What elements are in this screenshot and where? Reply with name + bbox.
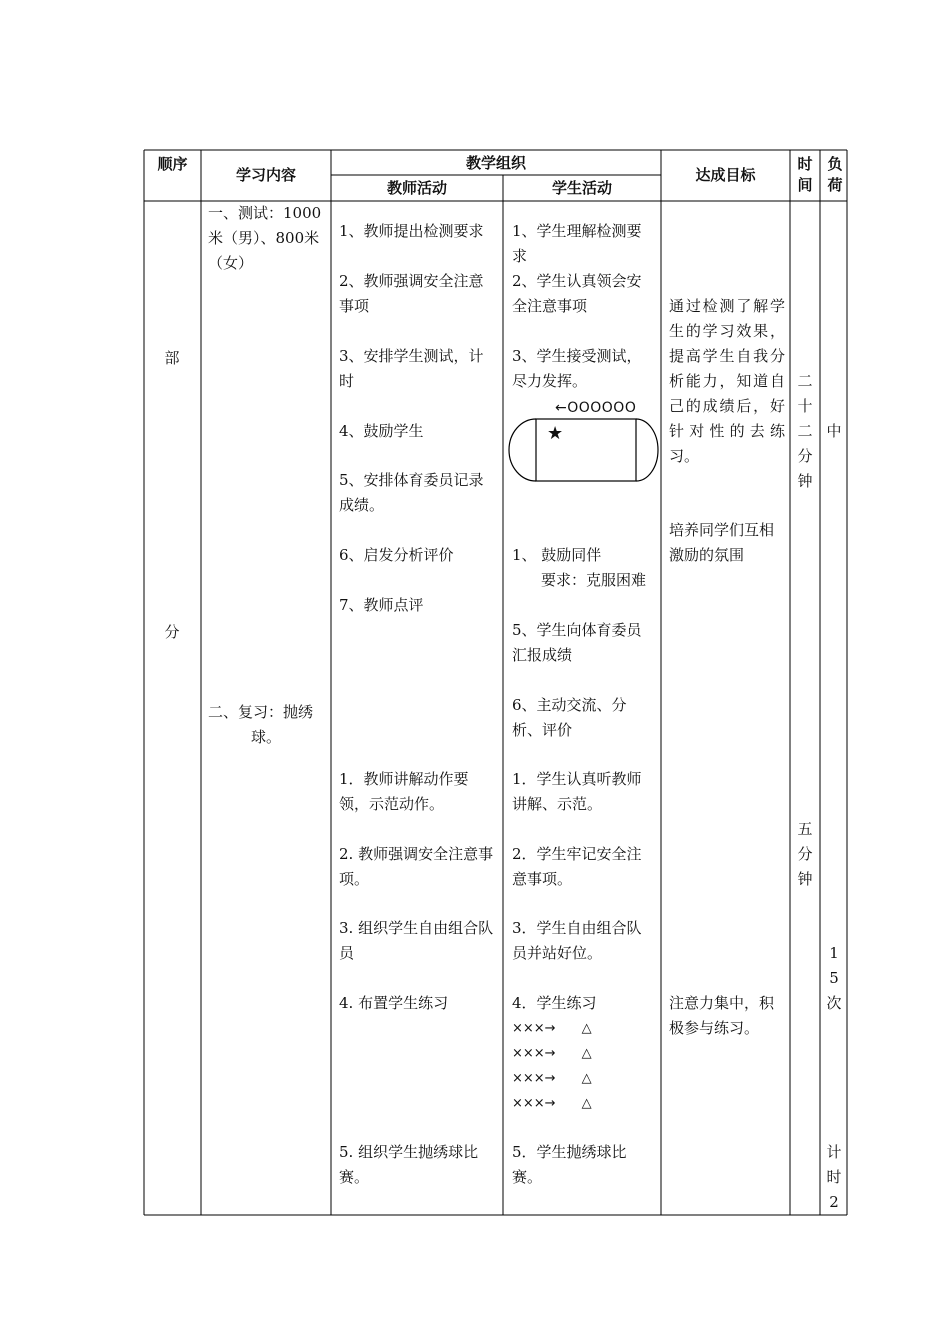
header-org: 教学组织 bbox=[465, 154, 526, 172]
student-step-2: 2、学生认真领会安全注意事项 bbox=[512, 272, 642, 315]
student-step-4a: 1、 鼓励同伴 bbox=[512, 546, 602, 564]
teacher-review-2: 2. 教师强调安全注意事项。 bbox=[339, 845, 494, 888]
teacher-review-5: 5. 组织学生抛绣球比赛。 bbox=[339, 1143, 479, 1186]
teacher-review-1: 1．教师讲解动作要领，示范动作。 bbox=[339, 770, 469, 813]
student-review-3: 3．学生自由组合队员并站好位。 bbox=[512, 919, 642, 962]
load-block-a: 中 bbox=[826, 422, 842, 440]
track-right-curve bbox=[636, 419, 658, 481]
teacher-step-5: 5、安排体育委员记录成绩。 bbox=[339, 471, 484, 514]
teacher-step-4: 4、鼓励学生 bbox=[339, 422, 424, 440]
part-label-bottom: 分 bbox=[164, 623, 180, 641]
header-time: 时间 bbox=[797, 155, 813, 194]
teacher-review-3: 3. 组织学生自由组合队员 bbox=[339, 919, 494, 962]
header-student: 学生活动 bbox=[551, 179, 612, 197]
goal-2: 培养同学们互相激励的氛围 bbox=[669, 521, 775, 564]
time-block-b: 五 分 钟 bbox=[797, 820, 813, 888]
teacher-step-7: 7、教师点评 bbox=[339, 596, 424, 614]
teacher-review-4: 4. 布置学生练习 bbox=[339, 994, 449, 1012]
student-step-5: 5、学生向体育委员汇报成绩 bbox=[512, 621, 642, 664]
teacher-step-2: 2、教师强调安全注意事项 bbox=[339, 272, 484, 315]
content-review-b: 球。 bbox=[251, 728, 282, 746]
load-block-c: 计 时 2 bbox=[826, 1143, 842, 1211]
header-content: 学习内容 bbox=[235, 166, 296, 184]
formation-row: ×××→ △ bbox=[512, 1046, 592, 1061]
formation-row: ×××→ △ bbox=[512, 1021, 592, 1036]
time-block-a: 二 十 二 分 钟 bbox=[797, 372, 813, 490]
content-test: 一、测试：1000米（男）、800米（女） bbox=[208, 204, 322, 272]
track-runners-label: ←OOOOOO bbox=[555, 400, 637, 416]
formation-row: ×××→ △ bbox=[512, 1096, 592, 1111]
goal-3: 注意力集中，积极参与练习。 bbox=[669, 994, 775, 1037]
student-review-5: 5．学生抛绣球比赛。 bbox=[512, 1143, 627, 1186]
track-left-curve bbox=[509, 419, 536, 481]
student-review-2: 2．学生牢记安全注意事项。 bbox=[512, 845, 642, 888]
goal-1: 通过检测了解学生的学习效果，提高学生自我分析能力，知道自己的成绩后，好针对性的去练习。 bbox=[669, 297, 785, 465]
teacher-step-3: 3、安排学生测试，计时 bbox=[339, 347, 484, 390]
header-load: 负荷 bbox=[827, 155, 843, 194]
teacher-step-1: 1、教师提出检测要求 bbox=[339, 222, 484, 240]
student-step-1: 1、学生理解检测要求 bbox=[512, 222, 642, 265]
student-review-4: 4．学生练习 bbox=[512, 994, 597, 1012]
star-icon: ★ bbox=[547, 423, 564, 444]
student-step-6: 6、主动交流、分析、评价 bbox=[512, 696, 627, 739]
student-review-1: 1．学生认真听教师讲解、示范。 bbox=[512, 770, 642, 813]
student-step-4b: 要求：克服困难 bbox=[541, 571, 647, 589]
header-order: 顺序 bbox=[157, 155, 188, 173]
header-teacher: 教师活动 bbox=[386, 179, 447, 197]
student-step-3: 3、学生接受测试，尽力发挥。 bbox=[512, 347, 642, 390]
track-diagram bbox=[508, 418, 660, 484]
content-review-a: 二、复习：抛绣 bbox=[208, 703, 314, 721]
formation-row: ×××→ △ bbox=[512, 1071, 592, 1086]
part-label-top: 部 bbox=[164, 349, 180, 367]
teacher-step-6: 6、启发分析评价 bbox=[339, 546, 454, 564]
load-block-b: 1 5 次 bbox=[826, 944, 842, 1012]
header-goal: 达成目标 bbox=[695, 166, 756, 184]
